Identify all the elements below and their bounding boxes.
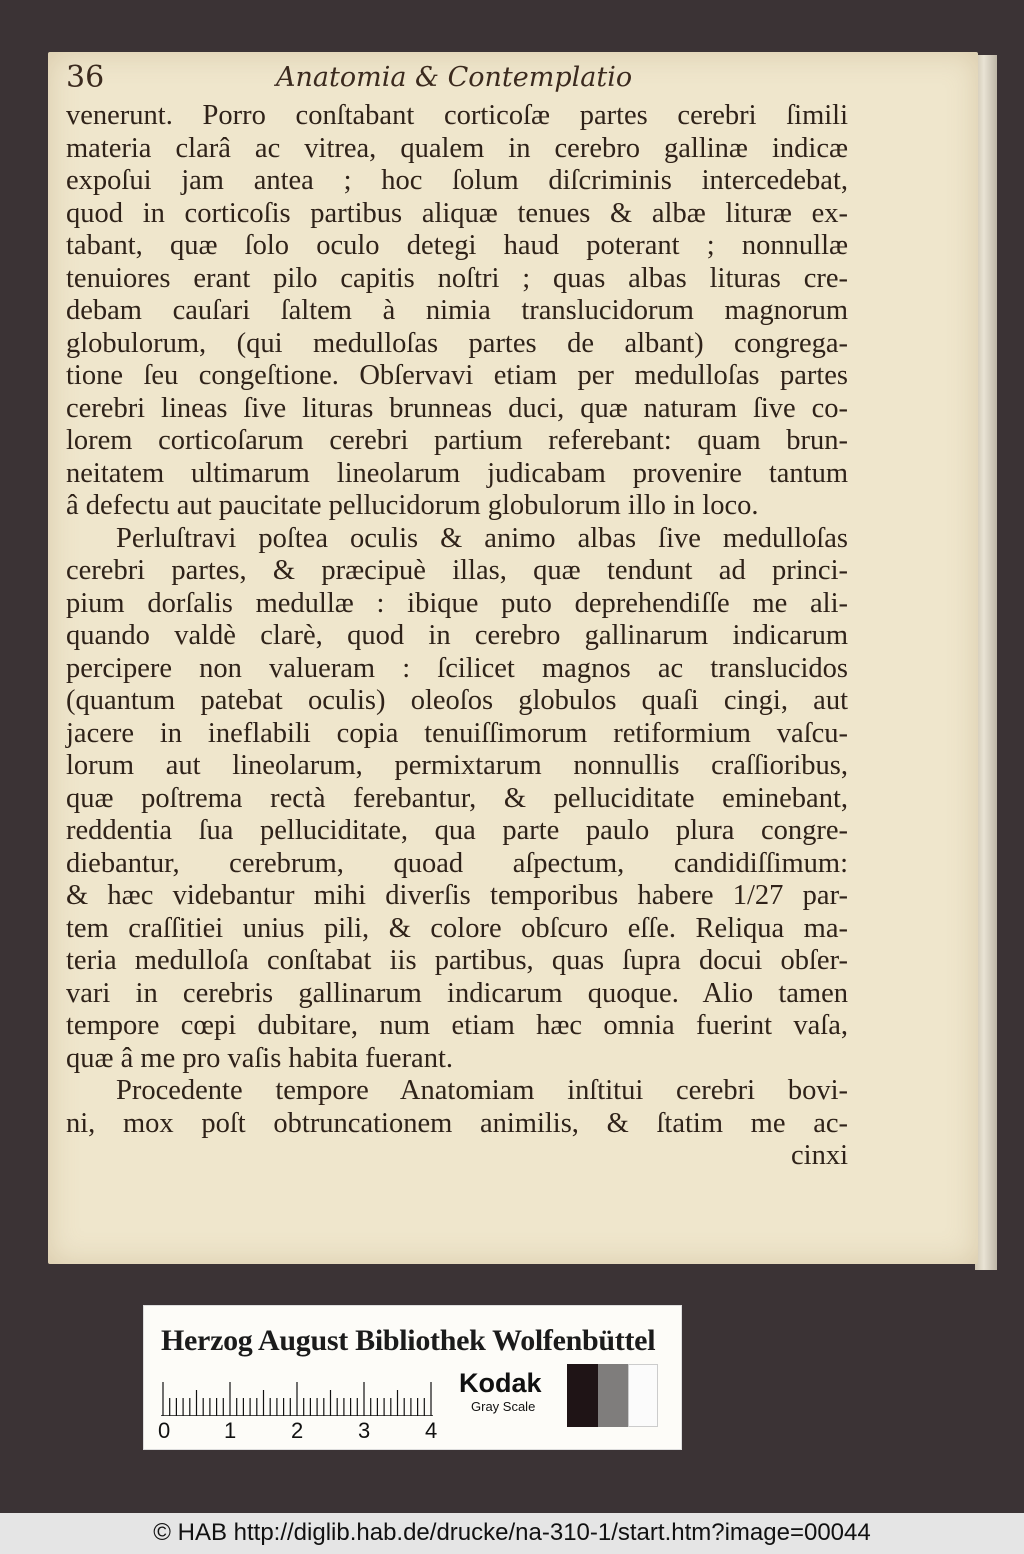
gray-swatch-dark xyxy=(567,1364,598,1427)
text-line: globulorum, (qui medulloſas partes de albant) congrega- xyxy=(66,327,848,359)
text-line: tenuiores erant pilo capitis noſtri ; quas albas lituras cre- xyxy=(66,262,848,294)
page-header xyxy=(66,60,866,100)
text-line: (quantum patebat oculis) oleoſos globulos quaſi cingi, aut xyxy=(66,685,848,716)
ruler-label: 2 xyxy=(291,1418,304,1443)
footer-text: © HAB http://diglib.hab.de/drucke/na-310-1/start.htm?image=00044 xyxy=(153,1519,871,1546)
text-line: tabant, quæ ſolo oculo detegi haud poterant ; nonnullæ xyxy=(66,230,848,261)
text-line: cerebri partes, & præcipuè illas, quæ tendunt ad princi- xyxy=(66,555,848,586)
text-line: tem craſſitiei unius pili, & colore obſcuro eſſe. Reliqua ma- xyxy=(66,912,848,944)
text-line: lorum aut lineolarum, permixtarum nonnullis craſſioribus, xyxy=(66,750,848,781)
gray-scale-label: Gray Scale xyxy=(471,1399,536,1414)
text-line: pium dorſalis medullæ : ibique puto deprehendiſſe me ali- xyxy=(66,587,848,619)
text-line: quæ â me pro vaſis habita fuerant. xyxy=(66,1042,454,1074)
text-line: quod in corticoſis partibus aliquæ tenues & albæ lituræ ex- xyxy=(66,197,848,229)
text-line: quando valdè clarè, quod in cerebro gallinarum indicarum xyxy=(66,620,848,651)
ruler-label: 1 xyxy=(224,1418,237,1443)
text-line: Procedente tempore Anatomiam inſtitui cerebri bovi- xyxy=(116,1075,848,1106)
catchword: cinxi xyxy=(791,1140,848,1171)
gray-swatch-mid xyxy=(598,1364,628,1427)
ruler-label: 4 xyxy=(425,1418,438,1443)
text-line: vari in cerebris gallinarum indicarum quoque. Alio tamen xyxy=(66,977,848,1009)
gray-swatch-light xyxy=(628,1364,658,1427)
text-line: debam cauſari ſaltem à nimia translucidorum magnorum xyxy=(66,295,848,326)
text-line: ni, mox poſt obtruncationem animilis, & ſtatim me ac- xyxy=(66,1107,848,1139)
text-line: materia clarâ ac vitrea, qualem in cerebro gallinæ indicæ xyxy=(66,132,848,164)
text-line: percipere non valueram : ſcilicet magnos ac translucidos xyxy=(66,652,848,684)
text-line: jacere in ineflabili copia tenuiſſimorum retiformium vaſcu- xyxy=(66,717,848,749)
body-text xyxy=(66,100,848,1173)
text-line: cerebri lineas ſive lituras brunneas duci, quæ naturam ſive co- xyxy=(66,392,848,424)
text-line: reddentia ſua pelluciditate, qua parte paulo plura congre- xyxy=(66,815,848,846)
facing-page-edge xyxy=(975,55,997,1270)
running-head: Anatomia & Contemplatio xyxy=(276,62,633,93)
page-number: 36 xyxy=(66,60,105,95)
ruler-label: 0 xyxy=(158,1418,171,1443)
copyright-footer xyxy=(0,1513,1024,1554)
ruler-label: 3 xyxy=(358,1418,371,1443)
text-line: neitatem ultimarum lineolarum judicabam provenire tantum xyxy=(66,457,848,489)
text-line: Perluſtravi poſtea oculis & animo albas ſive medulloſas xyxy=(116,522,848,554)
text-line: diebantur, cerebrum, quoad aſpectum, candidiſſimum: xyxy=(66,847,848,879)
kodak-logo: Kodak xyxy=(459,1368,542,1398)
library-name: Herzog August Bibliothek Wolfenbüttel xyxy=(161,1324,656,1357)
library-scale-card xyxy=(143,1305,682,1450)
ruler-scale xyxy=(161,1376,451,1416)
text-line: lorem corticoſarum cerebri partium referebant: quam brun- xyxy=(66,425,848,456)
text-line: venerunt. Porro conſtabant corticoſæ partes cerebri ſimili xyxy=(66,100,848,131)
text-line: quæ poſtrema rectà ferebantur, & pelluciditate eminebant, xyxy=(66,782,848,814)
text-line: expoſui jam antea ; hoc ſolum diſcriminis intercedebat, xyxy=(66,165,848,196)
text-line: teria medulloſa conſtabat iis partibus, quas ſupra docui obſer- xyxy=(66,945,848,976)
text-line: tempore cœpi dubitare, num etiam hæc omnia fuerint vaſa, xyxy=(66,1010,848,1041)
text-line: & hæc videbantur mihi diverſis temporibus habere 1/27 par- xyxy=(66,880,848,911)
text-line: â defectu aut paucitate pellucidorum globulorum illo in loco. xyxy=(66,490,759,521)
text-line: tione ſeu congeſtione. Obſervavi etiam per medulloſas partes xyxy=(66,360,848,391)
ruler-labels xyxy=(158,1418,458,1448)
